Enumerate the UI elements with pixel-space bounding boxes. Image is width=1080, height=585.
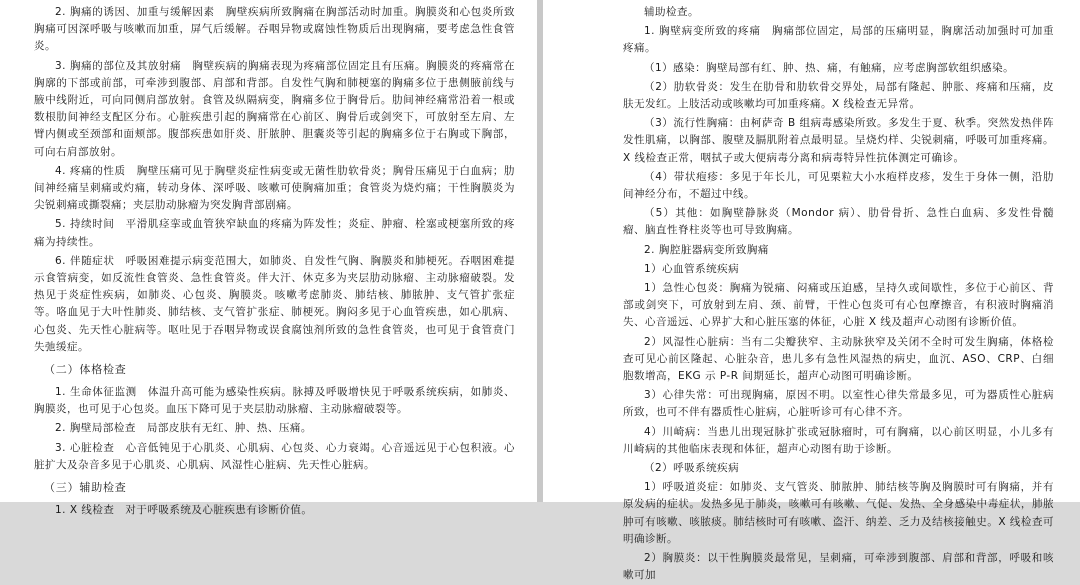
- paragraph: 3）心律失常：可出现胸痛，原因不明。以室性心律失常最多见，可为器质性心脏病所致，也可不伴有器质性心脏病，心脏听诊可有心律不齐。: [623, 389, 1054, 419]
- paragraph: 2. 胸痛的诱因、加重与缓解因素 胸壁疾病所致胸痛在胸部活动时加重。胸膜炎和心包炎所致胸痛可因深呼吸与咳嗽而加重，屏气后缓解。吞咽异物或腐蚀性物质后出现胸痛，要考虑急性食管炎。: [34, 6, 515, 53]
- paragraph: 1. 胸壁病变所致的疼痛 胸痛部位固定，局部的压痛明显，胸廓活动加强时可加重疼痛。: [623, 25, 1054, 55]
- paragraph: 1）心血管系统疾病: [644, 262, 740, 275]
- paragraph: 1. X 线检查 对于呼吸系统及心脏疾患有诊断价值。: [55, 504, 313, 517]
- paragraph: 2. 胸腔脏器病变所致胸痛: [644, 243, 769, 256]
- paragraph: 5. 持续时间 平滑肌痉挛或血管狭窄缺血的疼痛为阵发性；炎症、肿瘤、栓塞或梗塞所致的疼痛为持续性。: [34, 218, 515, 248]
- paragraph: 3. 心脏检查 心音低钝见于心肌炎、心肌病、心包炎、心力衰竭。心音遥远见于心包积液。心脏扩大及杂音多见于心肌炎、心肌病、风湿性心脏病、先天性心脏病。: [34, 441, 515, 471]
- paragraph: 2. 胸壁局部检查 局部皮肤有无红、肿、热、压痛。: [55, 422, 312, 435]
- paragraph: （2）呼吸系统疾病: [644, 462, 740, 475]
- paragraph: 4. 疼痛的性质 胸壁压痛可见于胸壁炎症性病变或无菌性肋软骨炎；胸骨压痛见于白血病；肋间神经痛呈刺痛或灼痛，转动身体、深呼吸、咳嗽可使胸痛加重；食管炎为烧灼痛；干性胸膜炎为尖锐刺痛或撕裂痛；夹层肋动脉瘤为突发胸背部剧痛。: [34, 164, 515, 212]
- paragraph: 2）胸膜炎：以干性胸膜炎最常见，呈刺痛，可牵涉到腹部、肩部和背部，呼吸和咳嗽可加: [623, 552, 1054, 582]
- section-heading: （三）辅助检查: [44, 481, 127, 495]
- paragraph: 6. 伴随症状 呼吸困难提示病变范围大，如肺炎、自发性气胸、胸膜炎和肺梗死。吞咽困难提示食管病变，如反流性食管炎、急性食管炎。伴大汗、休克多为夹层肋动脉瘤、主动脉瘤破裂。发热见于炎症性疾病，如肺炎、心包炎、胸膜炎。咳嗽考虑肺炎、肺结核、肺脓肿、支气管扩张症等。咯血见于大叶性肺炎、肺结核、支气管扩张症、肺梗死。胸闷多见于心血管疾患，如心肌病、心包炎、先天性心脏病等。呕吐见于吞咽异物或误食腐蚀剂所致的急性食管炎，也可见于食管贲门失弛缓症。: [34, 254, 515, 353]
- paragraph: 辅助检查。: [644, 6, 699, 18]
- paragraph: 4）川崎病：当患儿出现冠脉扩张或冠脉瘤时，可有胸痛，以心前区明显，小儿多有川崎病的其他临床表现和体征，超声心动图有助于诊断。: [623, 425, 1054, 455]
- paragraph: （4）带状疱疹：多见于年长儿，可见栗粒大小水疱样皮疹，发生于身体一侧，沿肋间神经分布，不超过中线。: [623, 170, 1054, 201]
- left-page: [0, 0, 537, 517]
- paragraph: 3. 胸痛的部位及其放射痛 胸壁疾病的胸痛表现为疼痛部位固定且有压痛。胸膜炎的疼痛常在胸廓的下部或前部，可牵涉到腹部、肩部和背部。自发性气胸和肺梗塞的胸痛多位于患侧腋前线与腋中线附近，可向同侧肩部放射。食管及纵隔病变，胸痛多位于胸骨后。肋间神经痛常沿着一根或数根肋间神经支配区分布。心脏疾患引起的胸痛常在心前区、胸骨后或剑突下，可放射至左肩、左臂内侧或至颈部和面颊部。腹部疾患如肝炎、肝脓肿、胆囊炎等引起的胸痛多位于右胸或下胸部，可向右肩部放射。: [34, 59, 515, 158]
- section-heading: （二）体格检查: [44, 363, 127, 377]
- paragraph: 1）急性心包炎：胸痛为锐痛、闷痛或压迫感，呈持久或间歇性，多位于心前区、背部或剑突下，可放射到左肩、颈、前臂，干性心包炎可有心包摩擦音，有积液时胸痛消失、心音遥远、心界扩大和心脏压塞的体征，心脏 X 线及超声心动图有诊断价值。: [623, 282, 1054, 329]
- right-page: [543, 0, 1080, 582]
- paragraph: （3）流行性胸痛：由柯萨奇 B 组病毒感染所致。多发生于夏、秋季。突然发热伴阵发性肌痛，以胸部、腹壁及膈肌附着点最明显。呈烧灼样、尖锐刺痛，呼吸可加重疼痛。X 线检查正常，咽拭子或大便病毒分离和病毒特异性抗体测定可确诊。: [623, 117, 1054, 164]
- paragraph: 1）呼吸道炎症：如肺炎、支气管炎、肺脓肿、肺结核等胸及胸膜时可有胸痛，并有原发病的症状。发热多见于肺炎，咳嗽可有咳嗽、气促、发热、全身感染中毒症状，肺脓肿可有咳嗽、咳脓痰。肺结核时可有咳嗽、盗汗、纳差、乏力及结核接触史。X 线检查可明确诊断。: [623, 481, 1054, 545]
- paragraph: 2）风湿性心脏病：当有二尖瓣狭窄、主动脉狭窄及关闭不全时可发生胸痛，体格检查可见心前区隆起、心脏杂音，患儿多有急性风湿热的病史，血沉、ASO、CRP、白细胞数增高，EKG 示 P-R 间期延长，超声心动图可明确诊断。: [623, 335, 1054, 383]
- paragraph: （1）感染：胸壁局部有红、肿、热、痛，有触痛，应考虑胸部软组织感染。: [644, 61, 1015, 74]
- paragraph: （5）其他：如胸壁静脉炎（Mondor 病）、肋骨骨折、急性白血病、多发性骨髓瘤、脑直性脊柱炎等也可导致胸痛。: [623, 207, 1054, 237]
- paragraph: （2）肋软骨炎：发生在肋骨和肋软骨交界处，局部有隆起、肿胀、疼痛和压痛，皮肤无发红。上肢活动或咳嗽均可加重疼痛。X 线检查无异常。: [623, 80, 1054, 111]
- paragraph: 1. 生命体征监测 体温升高可能为感染性疾病。脉搏及呼吸增快见于呼吸系统疾病，如肺炎、胸膜炎，也可见于心包炎。血压下降可见于夹层肋动脉瘤、主动脉瘤破裂等。: [34, 386, 515, 416]
